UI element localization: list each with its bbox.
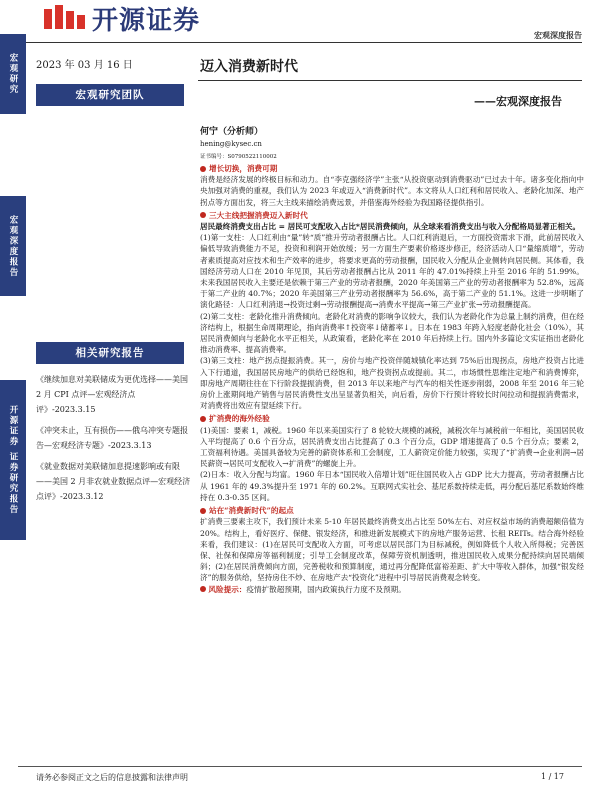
section-heading: 三大主线把握消费迈入新时代 <box>200 210 584 221</box>
bullet-icon <box>200 416 206 422</box>
header-divider <box>18 42 582 43</box>
report-date: 2023 年 03 月 16 日 <box>36 60 133 71</box>
related-report-list <box>36 372 192 510</box>
footer-disclaimer: 请务必参阅正文之后的信息披露和法律声明 <box>36 773 188 782</box>
page-number: 1 / 17 <box>540 772 564 781</box>
bullet-icon <box>200 586 206 592</box>
logo-text: 开源证券 <box>92 5 201 36</box>
related-report-item[interactable]: 《冲突未止，互有损伤——俄乌冲突专题报告—宏观经济专题》-2023.3.13 <box>36 426 188 450</box>
related-report-item[interactable]: 《就业数据对美联储加息提速影响或有限——美国 2 月非农就业数据点评—宏观经济点评》-2023.3.12 <box>36 462 191 501</box>
body-paragraph: (1)美国：要素 1，减税。1960 年以来美国实行了 8 轮较大规模的减税，减税次年与减税前一年相比，美国居民收入平均提高了 0.6 个百分点，居民消费支出占比提高了 0.3 个百分点，GDP 增速提高了 0.5 个百分点；要素 2，工资福利待遇。美国具备较为完善的薪资体系和工会制度，工人薪资定价能力较强，实现了“扩消费→企业利润→居民薪资→居民可支配收入→扩消费”的螺旋上升。 <box>200 425 584 469</box>
section-heading: 扩消费的海外经验 <box>200 413 584 424</box>
analyst-name: 何宁（分析师） <box>200 127 264 137</box>
related-research-header: 相关研究报告 <box>36 342 184 364</box>
body-paragraph: 消费是经济发展的终极目标和动力。自“李克强经济学”主张“从投资驱动到消费驱动”已过去十年。诸多变化指向中央加强对消费的重视，我们认为 2023 年或迈入“消费新时代”。本文将从人口红利和居民收入、老龄化加深、地产拐点等方面出发，将三大主线来描绘消费远景，并借鉴海外经验为我国路径提供指引。 <box>200 175 584 207</box>
section-heading: 增长切换，消费可期 <box>200 163 584 174</box>
brand-logo <box>44 2 200 34</box>
bullet-icon <box>200 212 206 218</box>
footer-divider <box>18 766 582 767</box>
bullet-icon <box>200 166 206 172</box>
logo-mark-icon <box>44 3 86 33</box>
analyst-email[interactable]: hening@kysec.cn <box>200 140 262 148</box>
sidebar-tab-macro: 宏观研究 <box>0 34 26 114</box>
page-title: 迈入消费新时代 <box>200 59 298 75</box>
body-paragraph: (2)第二支柱：老龄化推升消费倾向。老龄化对消费的影响争议较大，我们认为老龄化作为总量上制约消费，但在经济结构上，根据生命周期理论，指向消费率↑投资率↓储蓄率↓。日本在 1983 年跨入轻度老龄化社会（10%），其居民消费倾向与老龄化水平正相关，从政策看，老龄化率在 2010 年后持续上行。国内外多篇论文实证指出老龄化推动消费率、提高消费率。 <box>200 311 584 355</box>
analyst-cert: 证书编号：S0790522110002 <box>200 154 277 160</box>
body-paragraph: (3)第三支柱：地产拐点提振消费。其一，房价与地产投资伴随城镇化率达到 75%后出现拐点，房地产投资占比进入下行通道，我国居民房地产的供给已经饱和，地产投资拐点或提前。其二，市场惯性思维注定地产和消费博弈，即房地产周期往往在下行阶段提振消费，但 2013 年以来地产与汽车的相关性逐步削弱，2008 年至 2016 年三轮房价上涨期间地产销售与居民消费性支出呈显著负相关，向后看，房价下行预计将较长时间拉动和提振消费需求，对消费将出效应有望延续下行。 <box>200 356 584 411</box>
sidebar-tab-brand: 开源证券 证券研究报告 <box>0 380 26 540</box>
risk-label: 风险提示： <box>208 584 247 594</box>
report-body <box>200 161 584 595</box>
report-type-header: 宏观深度报告 <box>534 30 582 40</box>
risk-text: 疫情扩散超预期，国内政策执行力度不及预期。 <box>246 584 406 594</box>
body-paragraph: 居民最终消费支出占比 = 居民可支配收入占比*居民消费倾向，从全球来看消费支出与收入分配格局显著正相关。 <box>200 222 581 232</box>
page-subtitle: ——宏观深度报告 <box>474 95 562 108</box>
body-paragraph: (1)第一支柱：人口红利由“量”转“质”推升劳动者报酬占比。人口红利消退后，一方面投资需求下滑，此前居民收入偏低导致消费能力不足，投资和利润开始放缓；另一方面生产要素价格逐步修正，经济活动人口“量缩质增”，劳动者素质提高对应技术和生产效率的进步，将要求更高的劳动报酬，国民收入分配从企业侧转向居民侧。其体看，我国经济劳动人口在 2010 年见顶，其后劳动者报酬占比从 2011 年的 47.01%持续上升至 2016 年的 51.99%。未来我国居民收入主要还是依赖于第三产业的劳动者报酬，2020 年美国第三产业的劳动者报酬率为 52.8%，远高于第二产业的 40.7%；2020 年美国第三产业劳动者报酬率为 56.6%，高于第二产业的 51.1%。这进一步明晰了演化路径：人口红利消退→投资过剩→劳动报酬提高→消费水平提高→第三产业扩张→劳动报酬提高。 <box>200 233 584 310</box>
body-paragraph: (2)日本：收入分配与均富。1960 年日本“国民收入倍增计划”旺住国民收入占 GDP 比大力提高，劳动者报酬占比从 1961 年的 49.3%提升至 1971 年的 60.2%。互联网式实社会、基尼系数持续走低，再分配后基尼系数始终维持在 0.3-0.35 区间。 <box>200 470 584 502</box>
bullet-icon <box>200 508 206 514</box>
risk-paragraph <box>200 584 584 595</box>
related-report-item[interactable]: 《继续加息对美联储成为更优选择——美国 2 月 CPI 点评—宏观经济点评》-2023.3.15 <box>36 375 188 414</box>
sidebar-tab-report: 宏观深度报告 <box>0 196 26 296</box>
team-badge: 宏观研究团队 <box>36 84 184 106</box>
section-heading: 站在“消费新时代”的起点 <box>200 505 584 516</box>
title-divider <box>198 80 582 81</box>
body-paragraph: 扩消费三要素主攻下，我们预计未来 5-10 年居民最终消费支出占比至 50%左右、对应权益市场的消费超额倍值为 20%。结构上，看好医疗、保健、银发经济，和推进新发展模式下的房地产服务运营、长租 REITs。结合海外经验来看，我们建议：(1)在居民可支配收入方面，可考虑以居民部门为目标减税，例如降低个人收入所得税；完善医保、社保和保障房等福利制度；引导工会制度改革，保障劳资机制透明，推进国民收入成果分配持续向居民端倾斜；(2)在居民消费倾向方面，完善税收和预算制度，通过再分配降低富裕差距、扩大中等收入群体，加强“银发经济”的服务供给，坚持房住不炒、在房地产去“投资化”进程中引导居民消费观念转变。 <box>200 517 584 583</box>
